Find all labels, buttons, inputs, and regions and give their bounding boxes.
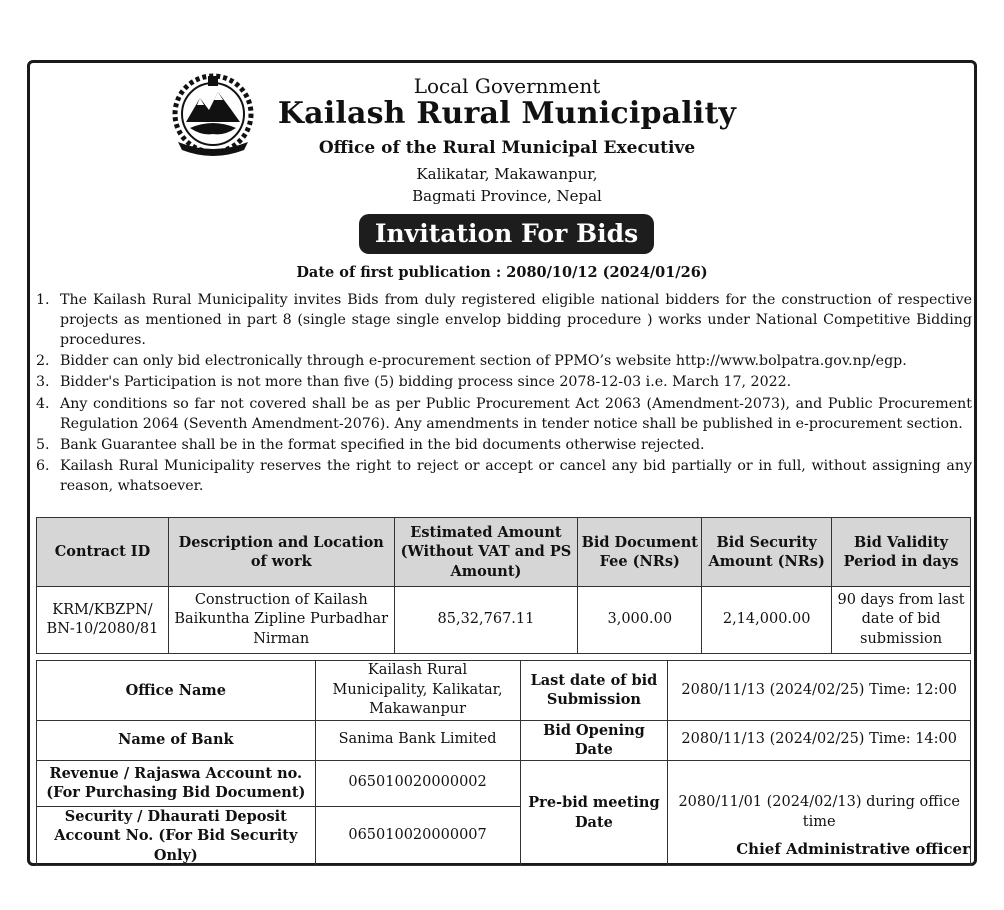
list-item xyxy=(36,394,972,434)
pre-bid-value: 2080/11/01 (2024/02/13) during office time xyxy=(668,760,971,866)
cell-contract-id: KRM/KBZPN/ BN-10/2080/81 xyxy=(37,587,169,654)
table-row xyxy=(37,720,971,760)
item-text: Kailash Rural Municipality reserves the right to reject or accept or cancel any bid partially or in full, without assigning any reason, whatsoever. xyxy=(60,457,972,494)
notice-items xyxy=(36,290,972,497)
office-name-label: Office Name xyxy=(37,661,316,721)
office-name-value: Kailash Rural Municipality, Kalikatar, Makawanpur xyxy=(315,661,520,721)
list-item xyxy=(36,351,972,371)
cell-estimated-amount: 85,32,767.11 xyxy=(394,587,578,654)
info-table xyxy=(36,660,971,866)
header-bid-validity: Bid Validity Period in days xyxy=(832,518,971,587)
list-item xyxy=(36,456,972,496)
item-number: 2. xyxy=(36,353,50,370)
address-line-1: Kalikatar, Makawanpur, xyxy=(416,165,598,183)
security-account-label: Security / Dhaurati Deposit Account No. (For Bid Security Only) xyxy=(37,806,316,866)
contract-table xyxy=(36,517,971,654)
bid-opening-value: 2080/11/13 (2024/02/25) Time: 14:00 xyxy=(668,720,971,760)
bank-name-value: Sanima Bank Limited xyxy=(315,720,520,760)
address-line-2: Bagmati Province, Nepal xyxy=(412,187,602,205)
signer-title: Chief Administrative officer xyxy=(736,840,970,858)
item-number: 1. xyxy=(36,292,50,308)
cell-bid-validity: 90 days from last date of bid submission xyxy=(832,587,971,654)
list-item xyxy=(36,435,972,455)
publication-date: Date of first publication : 2080/10/12 (2024/01/26) xyxy=(296,264,708,281)
item-text: Any conditions so far not covered shall be as per Public Procurement Act 2063 (Amendment-2073), and Public Procurement Regulation 2064 (Seventh Amendment-2076). Any amendments in tender notice shall be published in e-procurement section. xyxy=(60,395,972,432)
table-row xyxy=(37,661,971,721)
item-number: 3. xyxy=(36,374,50,391)
list-item xyxy=(36,372,972,392)
nepal-emblem-icon xyxy=(164,72,262,158)
bid-opening-label: Bid Opening Date xyxy=(520,720,668,760)
cell-description: Construction of Kailash Baikuntha Zipline Purbadhar Nirman xyxy=(168,587,394,654)
cell-bid-document-fee: 3,000.00 xyxy=(578,587,702,654)
cell-bid-security: 2,14,000.00 xyxy=(702,587,832,654)
last-date-value: 2080/11/13 (2024/02/25) Time: 12:00 xyxy=(668,661,971,721)
list-item xyxy=(36,290,972,350)
item-text: The Kailash Rural Municipality invites Bids from duly registered eligible national bidders for the construction of respective projects as mentioned in part 8 (single stage single envelop bidding procedure ) works under National Competitive Bidding procedures. xyxy=(60,292,972,348)
item-text: Bidder can only bid electronically through e-procurement section of PPMO’s website http://www.bolpatra.gov.np/egp. xyxy=(60,353,907,370)
pre-bid-label: Pre-bid meeting Date xyxy=(520,760,668,866)
header-bid-document-fee: Bid Document Fee (NRs) xyxy=(578,518,702,587)
last-date-label: Last date of bid Submission xyxy=(520,661,668,721)
item-number: 5. xyxy=(36,436,50,453)
municipality-name: Kailash Rural Municipality xyxy=(277,96,737,131)
table-row xyxy=(37,760,971,806)
item-text: Bidder's Participation is not more than five (5) bidding process since 2078-12-03 i.e. March 17, 2022. xyxy=(60,374,792,391)
header-contract-id: Contract ID xyxy=(37,518,169,587)
header-description: Description and Location of work xyxy=(168,518,394,587)
government-label: Local Government xyxy=(413,74,601,98)
bank-name-label: Name of Bank xyxy=(37,720,316,760)
item-number: 4. xyxy=(36,395,50,412)
security-account-value: 065010020000007 xyxy=(315,806,520,866)
notice-title: Invitation For Bids xyxy=(359,214,654,254)
header-estimated-amount: Estimated Amount (Without VAT and PS Amount) xyxy=(394,518,578,587)
item-number: 6. xyxy=(36,457,50,474)
revenue-account-label: Revenue / Rajaswa Account no. (For Purchasing Bid Document) xyxy=(37,760,316,806)
revenue-account-value: 065010020000002 xyxy=(315,760,520,806)
office-name: Office of the Rural Municipal Executive xyxy=(318,138,696,158)
table-header-row xyxy=(37,518,971,587)
header-bid-security: Bid Security Amount (NRs) xyxy=(702,518,832,587)
table-row xyxy=(37,587,971,654)
item-text: Bank Guarantee shall be in the format specified in the bid documents otherwise rejected. xyxy=(60,436,705,453)
